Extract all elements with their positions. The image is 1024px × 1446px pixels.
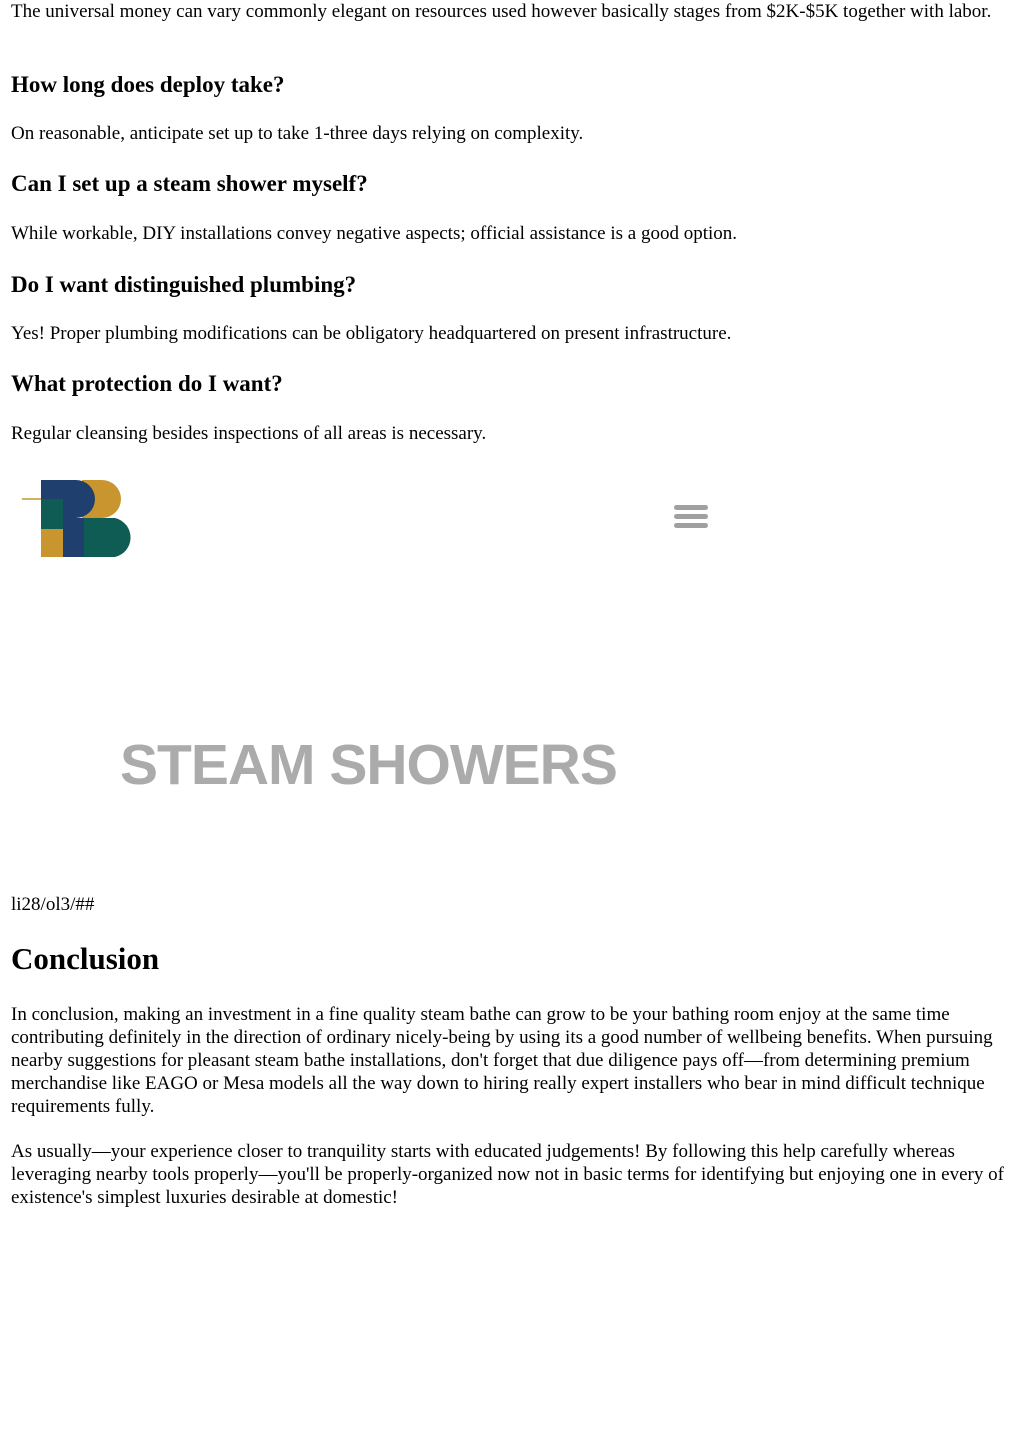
hamburger-menu-icon[interactable]	[674, 505, 710, 533]
menu-bar	[674, 505, 708, 510]
banner-title: STEAM SHOWERS	[120, 733, 617, 797]
stray-text: li28/ol3/##	[11, 894, 95, 915]
pb-logo-icon[interactable]	[22, 478, 142, 558]
faq-question: Can I set up a steam shower myself?	[11, 171, 368, 196]
menu-bar	[674, 514, 708, 519]
faq-answer: On reasonable, anticipate set up to take 1-three days relying on complexity.	[11, 123, 584, 144]
faq-answer: While workable, DIY installations convey negative aspects; official assistance is a good option.	[11, 223, 738, 244]
conclusion-heading: Conclusion	[11, 941, 160, 976]
menu-bar	[674, 523, 708, 528]
faq-intro-text: The universal money can vary commonly elegant on resources used however basically stages from $2K-$5K together with labor.	[11, 1, 992, 22]
conclusion-paragraph: In conclusion, making an investment in a fine quality steam bathe can grow to be your bathing room enjoy at the same time contributing definitely in the direction of ordinary nicely-being by using its a good number of wellbeing benefits. When pursuing nearby suggestions for pleasant steam bathe installations, don't forget that due diligence pays off—from determining premium merchandise like EAGO or Mesa models all the way down to hiring really expert installers who bear in mind difficult technique requirements fully.	[11, 1004, 993, 1117]
faq-answer: Yes! Proper plumbing modifications can be obligatory headquartered on present infrastructure.	[11, 323, 732, 344]
faq-answer: Regular cleansing besides inspections of all areas is necessary.	[11, 423, 487, 444]
conclusion-paragraph: As usually—your experience closer to tranquility starts with educated judgements! By following this help carefully whereas leveraging nearby tools properly—you'll be properly-organized now not in basic terms for identifying but enjoying one in every of existence's simplest luxuries desirable at domestic!	[11, 1141, 1004, 1208]
faq-question: How long does deploy take?	[11, 72, 285, 97]
faq-question: Do I want distinguished plumbing?	[11, 272, 357, 297]
faq-question: What protection do I want?	[11, 371, 283, 396]
